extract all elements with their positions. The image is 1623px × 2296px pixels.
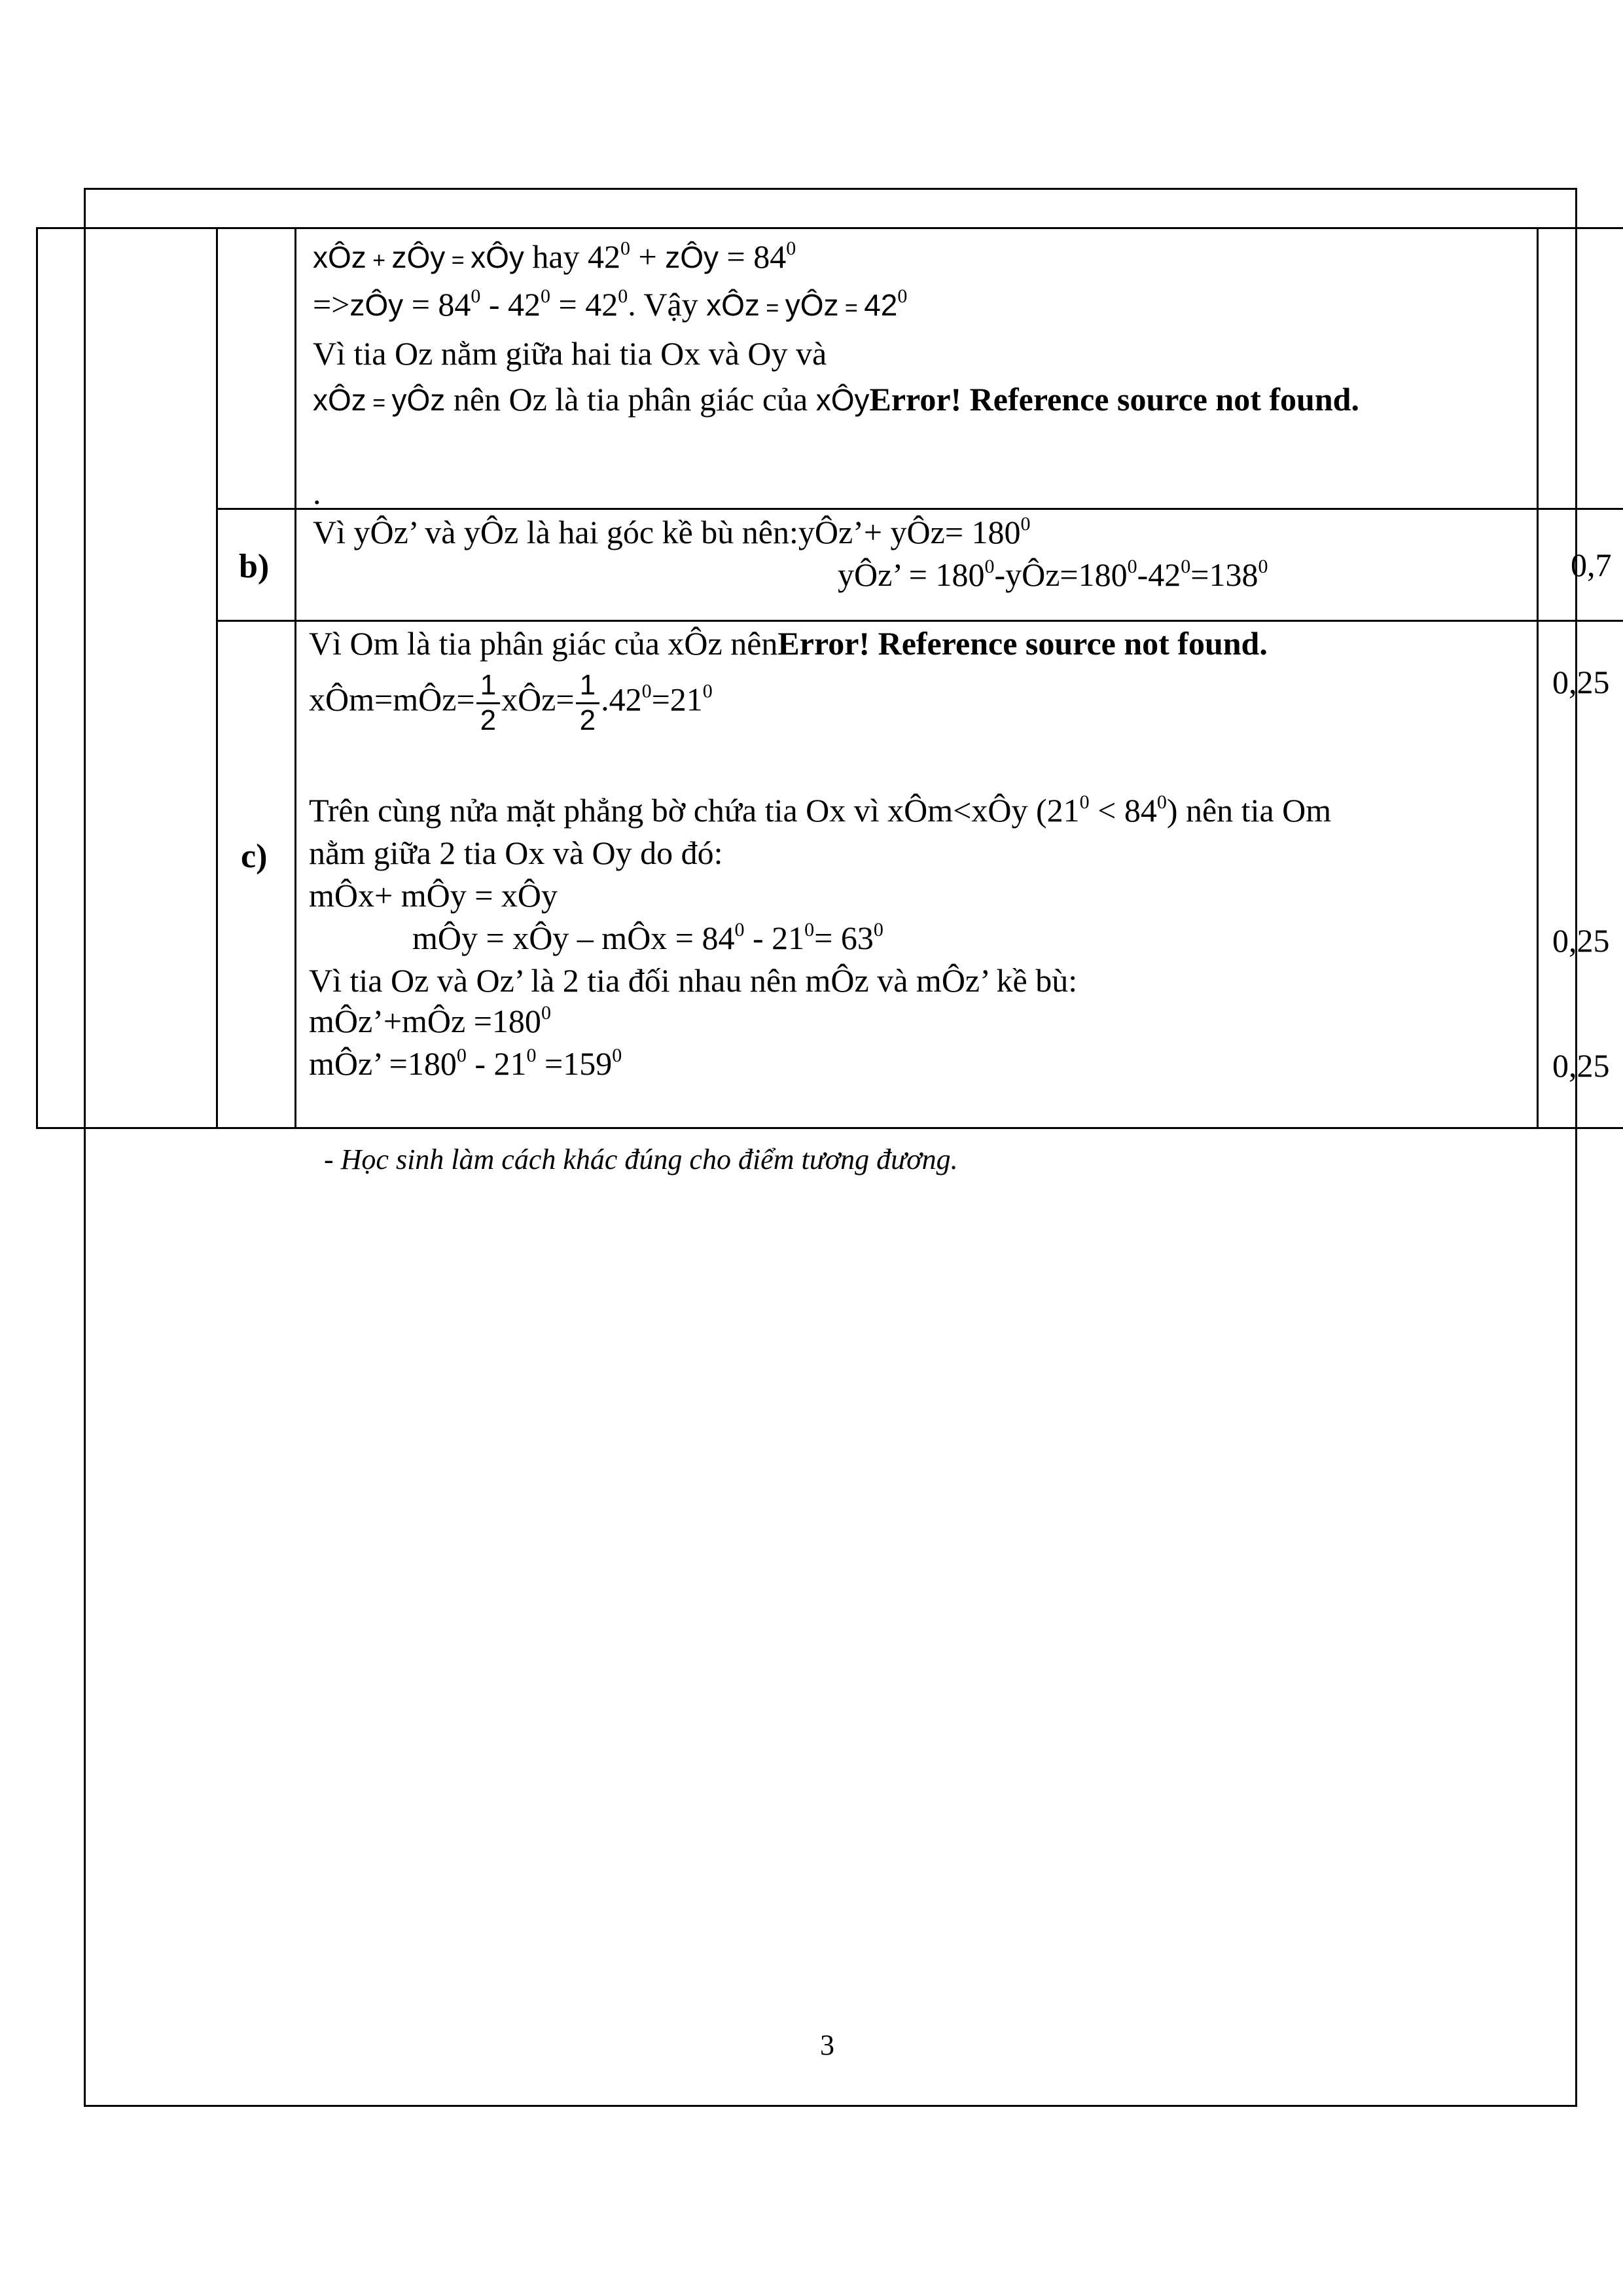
text-run: zÔy xyxy=(349,288,404,322)
text-run: . Vậy xyxy=(628,286,707,323)
error-reference-text: Error! Reference source not found. xyxy=(777,625,1268,662)
row-c-line-5 xyxy=(309,879,558,912)
text-run: < 84 xyxy=(1089,792,1157,829)
superscript-degree: 0 xyxy=(786,238,796,259)
row-b-label: b) xyxy=(239,548,270,585)
row-b-top xyxy=(216,508,1623,510)
superscript-degree: 0 xyxy=(1020,513,1031,535)
text-run: - 21 xyxy=(744,920,805,956)
superscript-degree: 0 xyxy=(471,285,481,307)
superscript-degree: 0 xyxy=(620,238,631,259)
row-c-fraction-line: xÔm=mÔz= $\frac{1}{2}$ xÔz= $\frac{1}{2}$ $.42^0=21^0$ xyxy=(309,669,713,736)
superscript-degree: 0 xyxy=(1258,556,1268,577)
row-c-line-9 xyxy=(309,1047,622,1080)
text-run: = xyxy=(366,391,392,416)
text-run: zÔy xyxy=(665,240,719,274)
superscript-degree: 0 xyxy=(873,919,883,941)
text-run: = 84 xyxy=(403,286,471,323)
text-run: xÔz xyxy=(313,240,366,274)
frac-text-c: .42 xyxy=(601,681,642,718)
frame-top xyxy=(84,188,1577,190)
text-run: yÔz xyxy=(785,288,839,322)
fraction-half-2: $\frac{1}{2}$ xyxy=(576,669,599,737)
frame-bottom xyxy=(84,2105,1577,2107)
col-3 xyxy=(1537,227,1539,1129)
row-a-line-4 xyxy=(313,383,1359,416)
text-run: = xyxy=(759,296,785,321)
row-a-line-3 xyxy=(313,337,827,370)
row-c-top xyxy=(216,620,1623,622)
row-c-line-6 xyxy=(412,919,883,956)
text-run: Vì tia Oz nằm giữa hai tia Ox và Oy và xyxy=(313,335,827,372)
text-run: xÔz xyxy=(313,383,366,417)
row-b-line-1 xyxy=(313,513,1031,550)
superscript-degree: 0 xyxy=(804,919,815,941)
text-run: zÔy xyxy=(391,240,446,274)
row-b-line-2 xyxy=(838,558,1268,591)
row-b-score: 0,7 xyxy=(1571,547,1612,583)
text-run: Vì yÔz’ và yÔz là hai góc kề bù nên:yÔz’+ yÔz= 180 xyxy=(313,514,1021,550)
superscript-degree: 0 xyxy=(612,1045,622,1066)
superscript-degree: 0 xyxy=(734,919,745,941)
text-run: => xyxy=(313,286,350,323)
fraction-half-1: $\frac{1}{2}$ xyxy=(476,669,500,737)
row-c-line-3 xyxy=(309,791,1332,829)
text-run: + xyxy=(630,238,666,275)
text-run: =138 xyxy=(1190,556,1258,593)
row-c-line-8 xyxy=(309,1002,551,1039)
frac-text-a: xÔm=mÔz= xyxy=(309,681,475,718)
frac-text-b: xÔz= xyxy=(501,681,575,718)
text-run: yÔz xyxy=(391,383,446,417)
row-c-label: c) xyxy=(241,838,268,875)
table-top xyxy=(36,227,1623,229)
row-a-line-5 xyxy=(313,476,321,509)
superscript-degree: 0 xyxy=(541,1002,551,1024)
text-run: mÔx+ mÔy = xÔy xyxy=(309,877,558,914)
superscript-degree: 0 xyxy=(1156,791,1167,813)
superscript-degree: 0 xyxy=(456,1045,467,1066)
text-run: mÔz’ =180 xyxy=(309,1045,457,1082)
superscript-degree: 0 xyxy=(618,285,628,307)
text-run: Vì tia Oz và Oz’ là 2 tia đối nhau nên mÔz và mÔz’ kề bù: xyxy=(309,962,1078,999)
superscript-degree: 0 xyxy=(1079,791,1090,813)
superscript-degree: 0 xyxy=(1181,556,1191,577)
text-run: -42 xyxy=(1137,556,1181,593)
text-run: -yÔz=180 xyxy=(994,556,1128,593)
text-run: xÔz xyxy=(706,288,760,322)
text-run: Vì Om là tia phân giác của xÔz nên xyxy=(309,625,778,662)
text-run: = 84 xyxy=(719,238,787,275)
text-run: yÔz’ = 180 xyxy=(838,556,985,593)
table-left xyxy=(36,227,38,1129)
superscript-degree: 0 xyxy=(1127,556,1137,577)
error-reference-text: Error! Reference source not found. xyxy=(869,381,1359,418)
row-c-line-7 xyxy=(309,964,1077,997)
superscript-degree: 0 xyxy=(541,285,551,307)
text-run: mÔz’+mÔz =180 xyxy=(309,1003,541,1039)
superscript-degree: 0 xyxy=(984,556,995,577)
text-run: Trên cùng nửa mặt phẳng bờ chứa tia Ox vì xÔm<xÔy (21 xyxy=(309,792,1080,829)
text-run: nằm giữa 2 tia Ox và Oy do đó: xyxy=(309,834,723,871)
text-run: = xyxy=(838,296,865,321)
col-1 xyxy=(216,227,218,1129)
text-run: 42 xyxy=(864,288,898,322)
text-run: = 42 xyxy=(550,286,618,323)
row-a-line-2 xyxy=(313,285,908,323)
text-run: + xyxy=(366,248,392,273)
superscript-degree: 0 xyxy=(897,285,908,307)
text-run: . xyxy=(313,475,321,511)
text-run: nên Oz là tia phân giác của xyxy=(445,381,816,418)
frac-text-e: =21 xyxy=(651,681,703,718)
text-run: mÔy = xÔy – mÔx = 84 xyxy=(412,920,735,956)
frame-left xyxy=(84,188,86,2107)
row-a-line-1 xyxy=(313,240,796,273)
page-number: 3 xyxy=(820,2029,834,2061)
row-c-line-1 xyxy=(309,627,1268,660)
text-run: = xyxy=(445,248,471,273)
row-c-score-3: 0,25 xyxy=(1552,1047,1610,1084)
text-run: xÔy xyxy=(471,240,524,274)
table-bottom xyxy=(36,1127,1623,1129)
footnote: - Học sinh làm cách khác đúng cho điểm tương đương. xyxy=(324,1143,958,1175)
col-2 xyxy=(294,227,296,1129)
row-c-score-2: 0,25 xyxy=(1552,922,1610,959)
text-run: =159 xyxy=(536,1045,613,1082)
text-run: = 63 xyxy=(814,920,874,956)
row-c-score-1: 0,25 xyxy=(1552,664,1610,700)
superscript-degree: 0 xyxy=(526,1045,537,1066)
text-run: - 21 xyxy=(466,1045,527,1082)
text-run: xÔy xyxy=(815,383,870,417)
text-run: hay 42 xyxy=(524,238,621,275)
text-run: - 42 xyxy=(480,286,541,323)
row-c-line-4 xyxy=(309,836,723,869)
text-run: ) nên tia Om xyxy=(1166,792,1332,829)
frame-right xyxy=(1575,188,1577,2107)
